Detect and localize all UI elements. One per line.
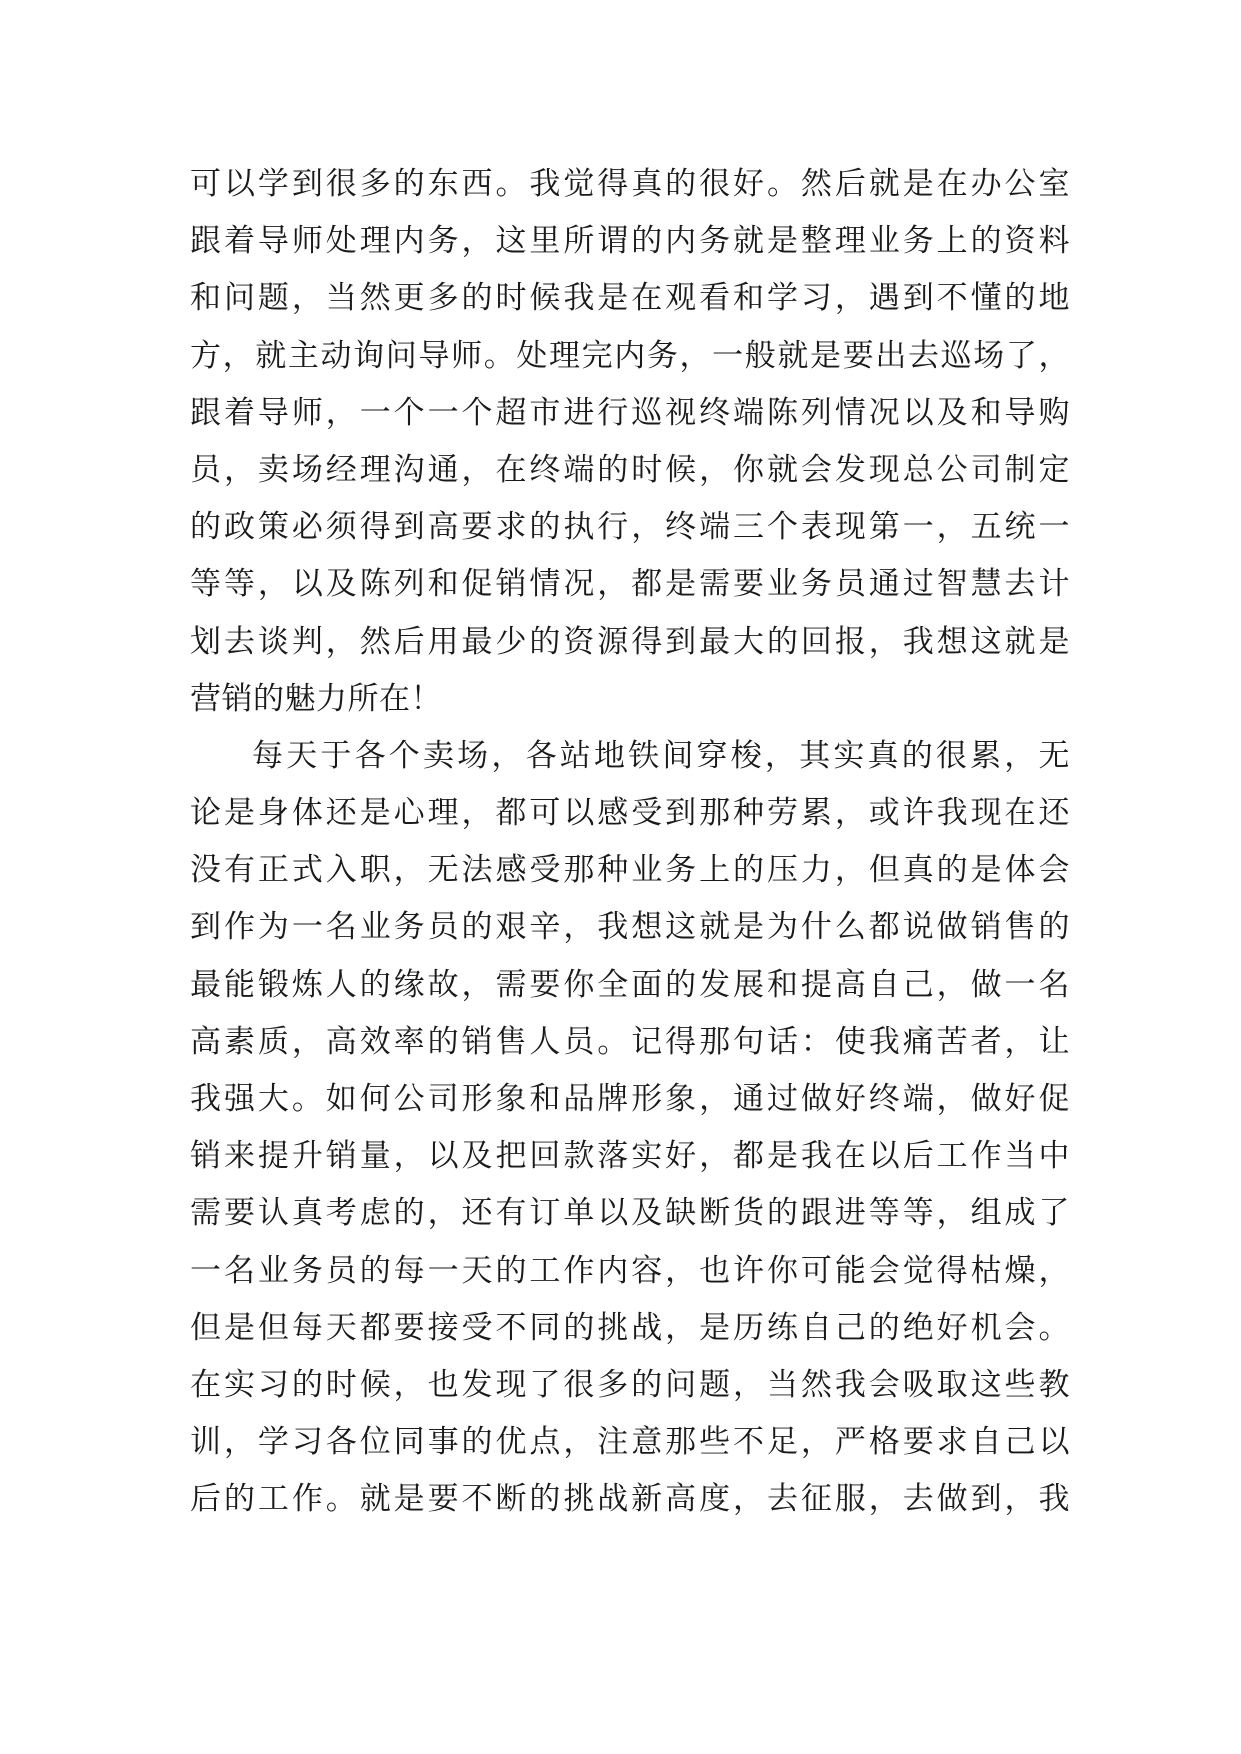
text-line: 员，卖场经理沟通，在终端的时候，你就会发现总公司制定 [190,451,1070,488]
text-line: 营销的魅力所在！ [190,680,442,717]
text-line: 最能锻炼人的缘故，需要你全面的发展和提高自己，做一名 [190,966,1070,1003]
text-line: 等等，以及陈列和促销情况，都是需要业务员通过智慧去计 [190,566,1070,603]
text-line: 在实习的时候，也发现了很多的问题，当然我会吸取这些教 [190,1366,1070,1403]
text-line: 需要认真考虑的，还有订单以及缺断货的跟进等等，组成了 [190,1195,1070,1232]
text-line: 的政策必须得到高要求的执行，终端三个表现第一，五统一 [190,509,1070,546]
text-line: 训，学习各位同事的优点，注意那些不足，严格要求自己以 [190,1424,1070,1461]
text-line: 划去谈判，然后用最少的资源得到最大的回报，我想这就是 [190,623,1070,660]
text-line: 论是身体还是心理，都可以感受到那种劳累，或许我现在还 [190,795,1070,832]
text-line: 没有正式入职，无法感受那种业务上的压力，但真的是体会 [190,852,1070,889]
text-line: 可以学到很多的东西。我觉得真的很好。然后就是在办公室 [190,166,1070,202]
text-line: 跟着导师，一个一个超市进行巡视终端陈列情况以及和导购 [190,394,1070,431]
text-line: 跟着导师处理内务，这里所谓的内务就是整理业务上的资料 [190,223,1070,260]
text-line: 但是但每天都要接受不同的挑战，是历练自己的绝好机会。 [190,1309,1070,1346]
text-line: 我强大。如何公司形象和品牌形象，通过做好终端，做好促 [190,1081,1070,1117]
text-line: 高素质，高效率的销售人员。记得那句话：使我痛苦者，让 [190,1023,1070,1060]
text-line: 和问题，当然更多的时候我是在观看和学习，遇到不懂的地 [190,280,1070,317]
body-text [190,156,1070,1529]
text-line: 方，就主动询问导师。处理完内务，一般就是要出去巡场了， [190,337,1070,374]
text-line: 后的工作。就是要不断的挑战新高度，去征服，去做到，我 [190,1481,1070,1518]
text-line: 一名业务员的每一天的工作内容，也许你可能会觉得枯燥， [190,1252,1070,1289]
text-line: 销来提升销量，以及把回款落实好，都是我在以后工作当中 [190,1138,1070,1175]
text-line: 每天于各个卖场，各站地铁间穿梭，其实真的很累，无 [252,737,1070,774]
text-line: 到作为一名业务员的艰辛，我想这就是为什么都说做销售的 [190,909,1070,946]
